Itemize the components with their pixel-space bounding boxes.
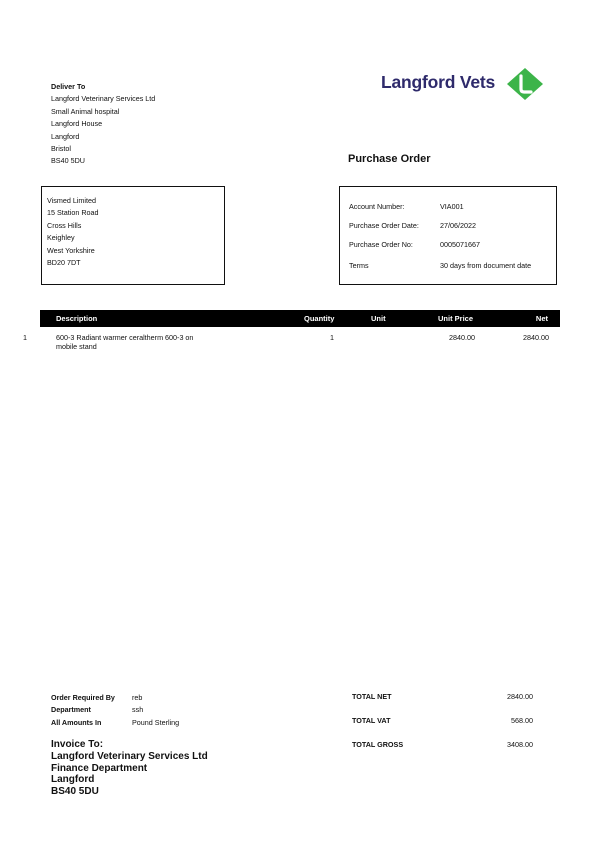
- vendor-line: BD20 7DT: [47, 258, 81, 268]
- vendor-line: Keighley: [47, 233, 75, 243]
- invoice-to-line: Finance Department: [51, 762, 148, 774]
- invoice-to-block: [51, 739, 208, 798]
- total-vat-value: 568.00: [511, 716, 533, 725]
- deliver-to-heading: Deliver To: [51, 82, 86, 91]
- invoice-to-line: Langford Veterinary Services Ltd: [51, 750, 208, 762]
- header-unit-price: Unit Price: [438, 314, 474, 323]
- po-date-value: 27/06/2022: [440, 221, 476, 230]
- line-description-2: mobile stand: [56, 341, 97, 351]
- deliver-to-line: BS40 5DU: [51, 156, 85, 166]
- invoice-to-line: BS40 5DU: [51, 786, 99, 798]
- header-description: Description: [56, 314, 98, 323]
- po-number-label: Purchase Order No:: [349, 240, 413, 249]
- amounts-in-label: All Amounts In: [51, 718, 102, 727]
- total-net-label: TOTAL NET: [352, 692, 392, 701]
- deliver-to-block: [51, 81, 155, 168]
- deliver-to-line: Langford Veterinary Services Ltd: [51, 94, 156, 104]
- deliver-to-line: Bristol: [51, 144, 71, 154]
- header-unit: Unit: [371, 314, 386, 323]
- total-vat-label: TOTAL VAT: [352, 716, 391, 725]
- line-items-header: [40, 310, 560, 327]
- invoice-to-heading: Invoice To:: [51, 739, 104, 750]
- page-title: Purchase Order: [348, 153, 431, 165]
- line-description-1: 600-3 Radiant warmer ceraltherm 600-3 on: [56, 333, 194, 342]
- langford-vets-logo: [381, 67, 546, 101]
- line-net: 2840.00: [523, 333, 549, 342]
- deliver-to-line: Small Animal hospital: [51, 106, 120, 116]
- account-details-box: [339, 186, 557, 285]
- vendor-line: Cross Hills: [47, 220, 82, 230]
- terms-value: 30 days from document date: [440, 261, 532, 270]
- account-number-label: Account Number:: [349, 202, 405, 211]
- invoice-to-line: Langford: [51, 774, 95, 786]
- po-date-label: Purchase Order Date:: [349, 221, 419, 230]
- line-quantity: 1: [330, 333, 334, 342]
- vendor-line: West Yorkshire: [47, 245, 95, 255]
- total-net-value: 2840.00: [507, 692, 533, 701]
- department-label: Department: [51, 705, 91, 714]
- department-value: ssh: [132, 705, 144, 714]
- total-gross-value: 3408.00: [507, 740, 533, 749]
- logo-text: Langford Vets: [381, 72, 496, 92]
- line-number: 1: [23, 333, 27, 342]
- order-required-label: Order Required By: [51, 693, 115, 702]
- deliver-to-line: Langford: [51, 131, 80, 141]
- po-number-value: 0005071667: [440, 240, 480, 249]
- vendor-line: Vismed Limited: [47, 196, 97, 205]
- total-gross-label: TOTAL GROSS: [352, 740, 404, 749]
- paw-badge-icon: [505, 67, 545, 101]
- line-description: [56, 334, 256, 351]
- header-quantity: Quantity: [304, 314, 335, 323]
- account-number-value: VIA001: [440, 202, 464, 211]
- line-unit-price: 2840.00: [449, 333, 475, 342]
- vendor-line: 15 Station Road: [47, 208, 99, 218]
- deliver-to-line: Langford House: [51, 119, 103, 129]
- amounts-in-value: Pound Sterling: [132, 718, 180, 727]
- terms-label: Terms: [349, 261, 369, 270]
- header-net: Net: [535, 314, 548, 323]
- vendor-address-box: [41, 186, 225, 285]
- order-required-value: reb: [132, 693, 143, 702]
